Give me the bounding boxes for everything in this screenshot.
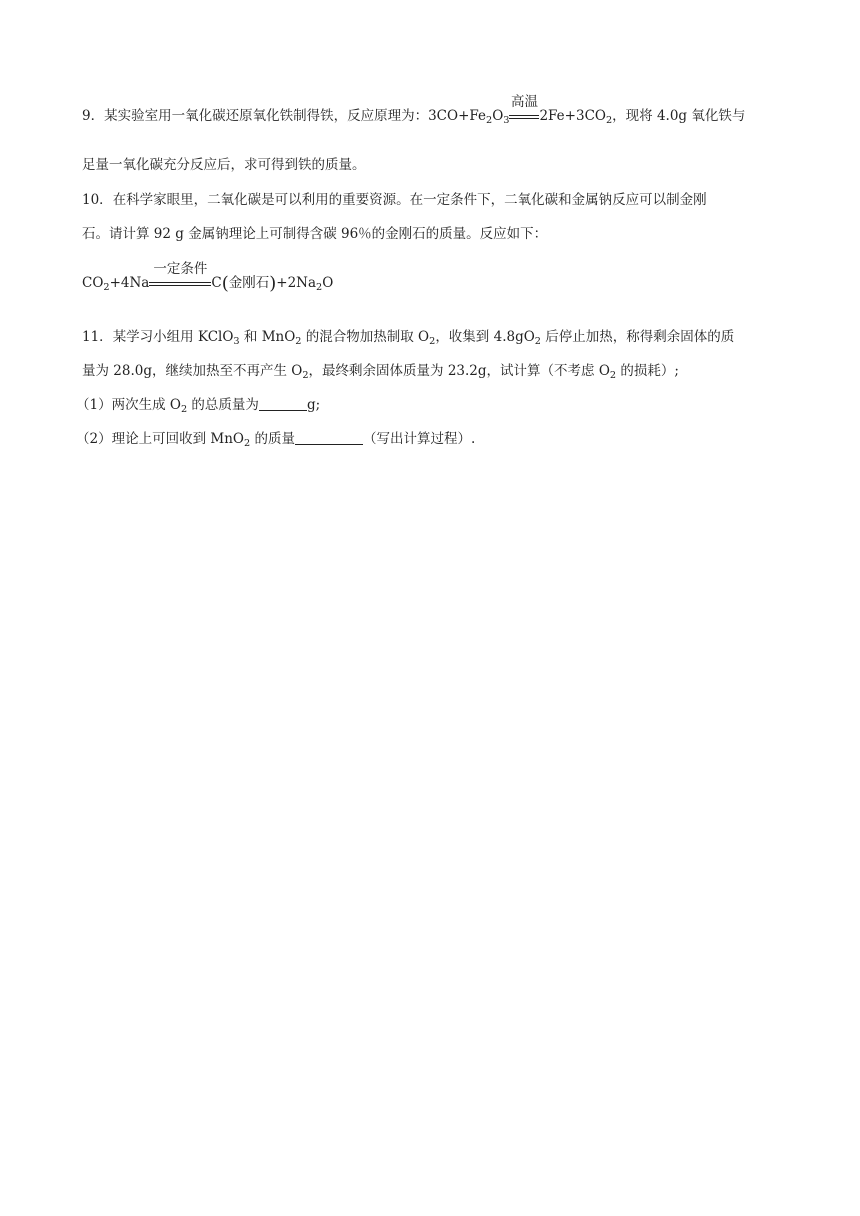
q11-number: 11． [82,329,113,345]
answer-blank-1[interactable] [259,396,307,411]
double-line-arrow [509,115,539,119]
q9-number: 9． [82,108,105,124]
q9-text-after: ，现将 4.0g 氧化铁与 [612,108,746,124]
q9-text: 某实验室用一氧化碳还原氧化铁制得铁，反应原理为： [104,108,429,124]
q10-line-2: 石。请计算 92 g 金属钠理论上可制得含碳 96％的金刚石的质量。反应如下： [82,226,548,242]
q11-part-2: （2）理论上可回收到 MnO$_2$ 的质量 （写出计算过程）. [76,431,476,449]
q10-text: 在科学家眼里，二氧化碳是可以利用的重要资源。在一定条件下，二氧化碳和金属钠反应可以制金刚 [112,192,707,208]
q9-line-1 [82,94,746,126]
double-line-arrow [149,282,211,286]
q11-line-2: 量为 28.0g，继续加热至不再产生 $O_2$，最终剩余固体质量为 23.2g，试计算（不考虑 $O_2$ 的损耗）; [82,363,679,381]
diamond-label: 金刚石 [228,275,270,291]
q9-eq-right: $2Fe+3CO_2$ [539,108,613,126]
answer-blank-2[interactable] [295,430,363,445]
q10-line-1 [82,190,707,210]
q10-number: 10． [82,192,113,208]
q9-line-2: 足量一氧化碳充分反应后，求可得到铁的质量。 [82,157,366,173]
q10-reaction-condition: 一定条件 [149,273,211,293]
q10-equation: $CO_2+4Na$ 一定条件 C(金刚石)$+2Na_2O$ [82,261,334,294]
q11-part-1: （1）两次生成 $O_2$ 的总质量为 g; [76,397,321,415]
q9-eq-left: $3CO+Fe_2O_3$ [428,108,510,126]
q9-reaction-condition: 高温 [509,106,539,126]
q11-line-1: 11．某学习小组用 KClO$_3$ 和 MnO$_2$ 的混合物加热制取 $O_2$，收集到 $4.8gO_2$ 后停止加热，称得剩余固体的质 [82,329,735,347]
